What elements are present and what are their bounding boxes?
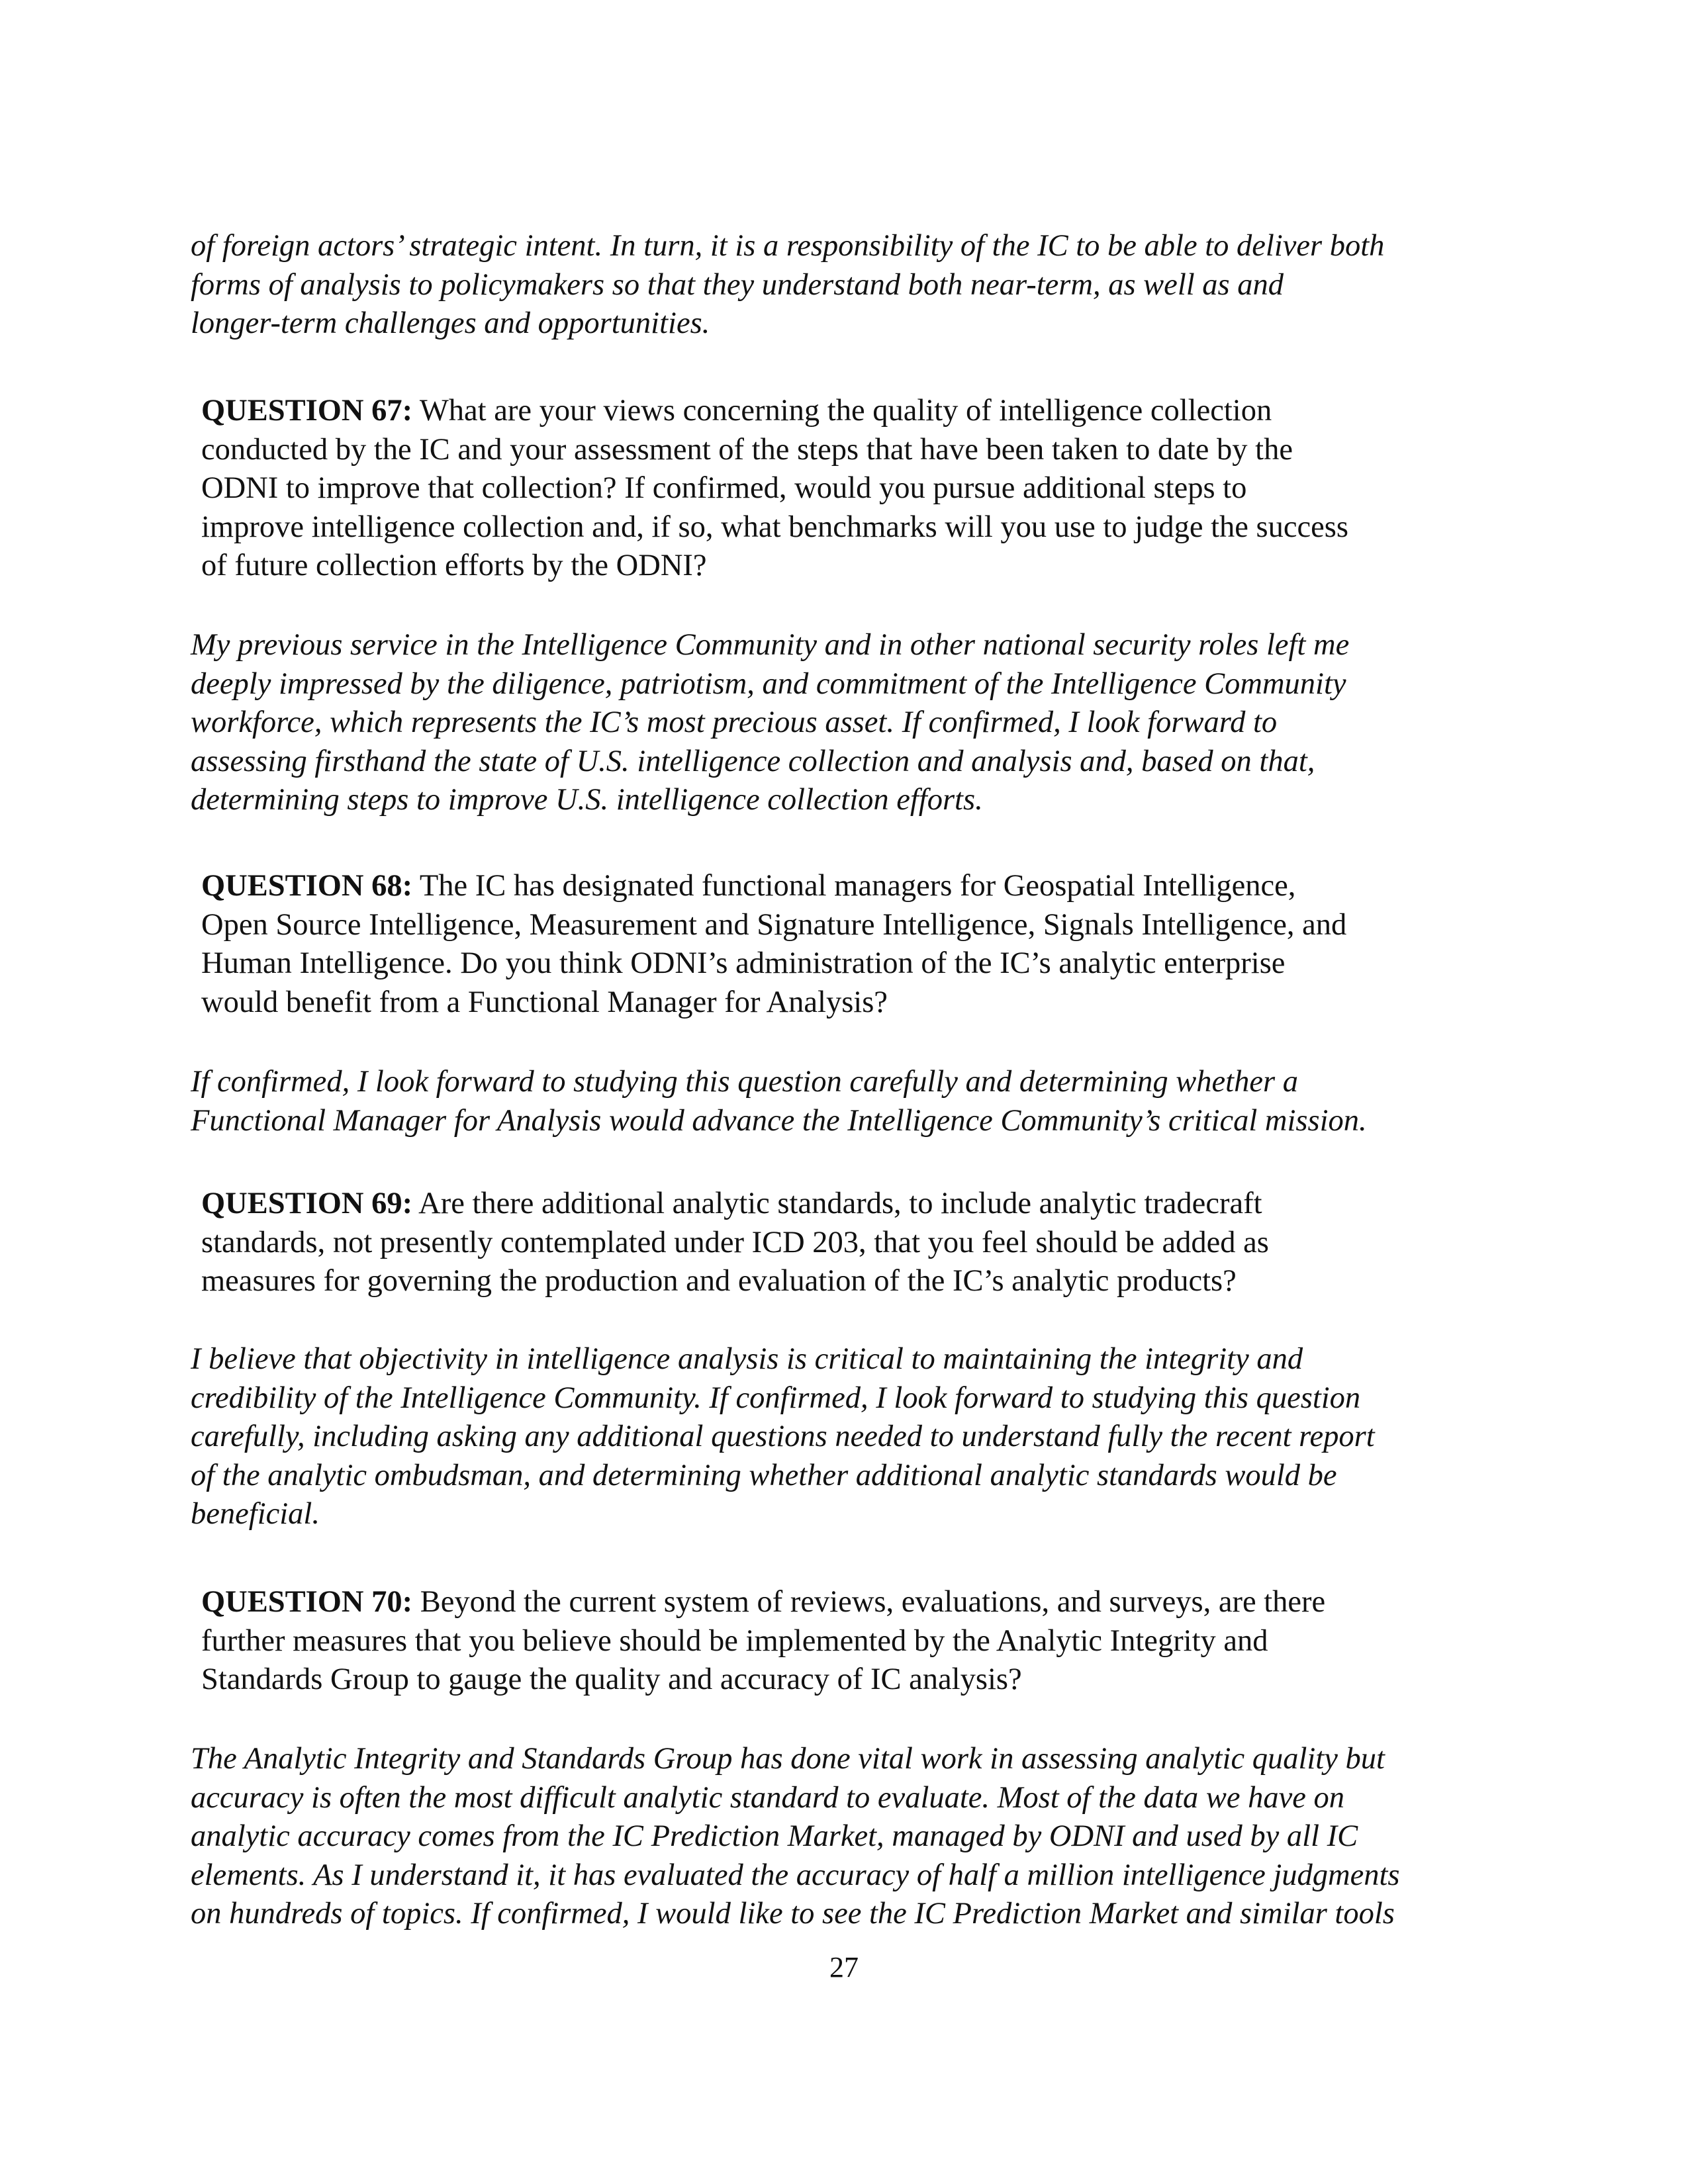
answer-70-text: The Analytic Integrity and Standards Group has done vital work in assessing analytic quality but accuracy is often the most difficult analytic standard to evaluate. Most of the data we have on analytic accuracy comes from the IC Prediction Market, managed by ODNI and used by all IC elements. As I understand it, it has evaluated the accuracy of half a million intelligence judgments on hundreds of topics. If confirmed, I would like to see the IC Prediction Market and similar tools (191, 1742, 1400, 1931)
answer-69-text: I believe that objectivity in intelligence analysis is critical to maintaining the integrity and credibility of the Intelligence Community. If confirmed, I look forward to studying this question carefully, including asking any additional questions needed to understand fully the recent report of the analytic ombudsman, and determining whether additional analytic standards would be beneficial. (191, 1342, 1375, 1531)
question-67-label: QUESTION 67: (201, 394, 413, 428)
answer-67-text: My previous service in the Intelligence Community and in other national security roles left me deeply impressed by the diligence, patriotism, and commitment of the Intelligence Community workforce, which represents the IC’s most precious asset. If confirmed, I look forward to assessing firsthand the state of U.S. intelligence collection and analysis and, based on that, determining steps to improve U.S. intelligence collection efforts. (191, 628, 1350, 817)
question-70-text: Beyond the current system of reviews, evaluations, and surveys, are there further measures that you believe should be implemented by the Analytic Integrity and Standards Group to gauge the quality and accuracy of IC analysis? (201, 1585, 1326, 1697)
answer-68-text: If confirmed, I look forward to studying this question carefully and determining whether a Functional Manager for Analysis would advance the Intelligence Community’s critical mission. (191, 1065, 1367, 1138)
question-69-text: Are there additional analytic standards, to include analytic tradecraft standards, not presently contemplated under ICD 203, that you feel should be added as measures for governing the production and evaluation of the IC’s analytic products? (201, 1187, 1269, 1298)
page-number: 27 (829, 1951, 859, 1983)
question-67-text: What are your views concerning the quality of intelligence collection conducted by the IC and your assessment of the steps that have been taken to date by the ODNI to improve that collection? If confirmed, would you pursue additional steps to improve intelligence collection and, if so, what benchmarks will you use to judge the success of future collection efforts by the ODNI? (201, 394, 1348, 583)
question-70-label: QUESTION 70: (201, 1585, 413, 1619)
intro-answer-text: of foreign actors’ strategic intent. In turn, it is a responsibility of the IC to be able to deliver both forms of analysis to policymakers so that they understand both near-term, as well as and longer-term challenges and opportunities. (191, 229, 1385, 341)
question-69-label: QUESTION 69: (201, 1187, 413, 1220)
question-68 (201, 867, 1519, 1022)
question-68-text: The IC has designated functional managers for Geospatial Intelligence, Open Source Intelligence, Measurement and Signature Intelligence, Signals Intelligence, and Human Intelligence. Do you think ODNI’s administration of the IC’s analytic enterprise would benefit from a Functional Manager for Analysis? (201, 869, 1347, 1019)
question-69 (201, 1185, 1519, 1301)
question-67 (201, 392, 1519, 586)
question-70 (201, 1583, 1519, 1700)
question-68-label: QUESTION 68: (201, 869, 413, 903)
